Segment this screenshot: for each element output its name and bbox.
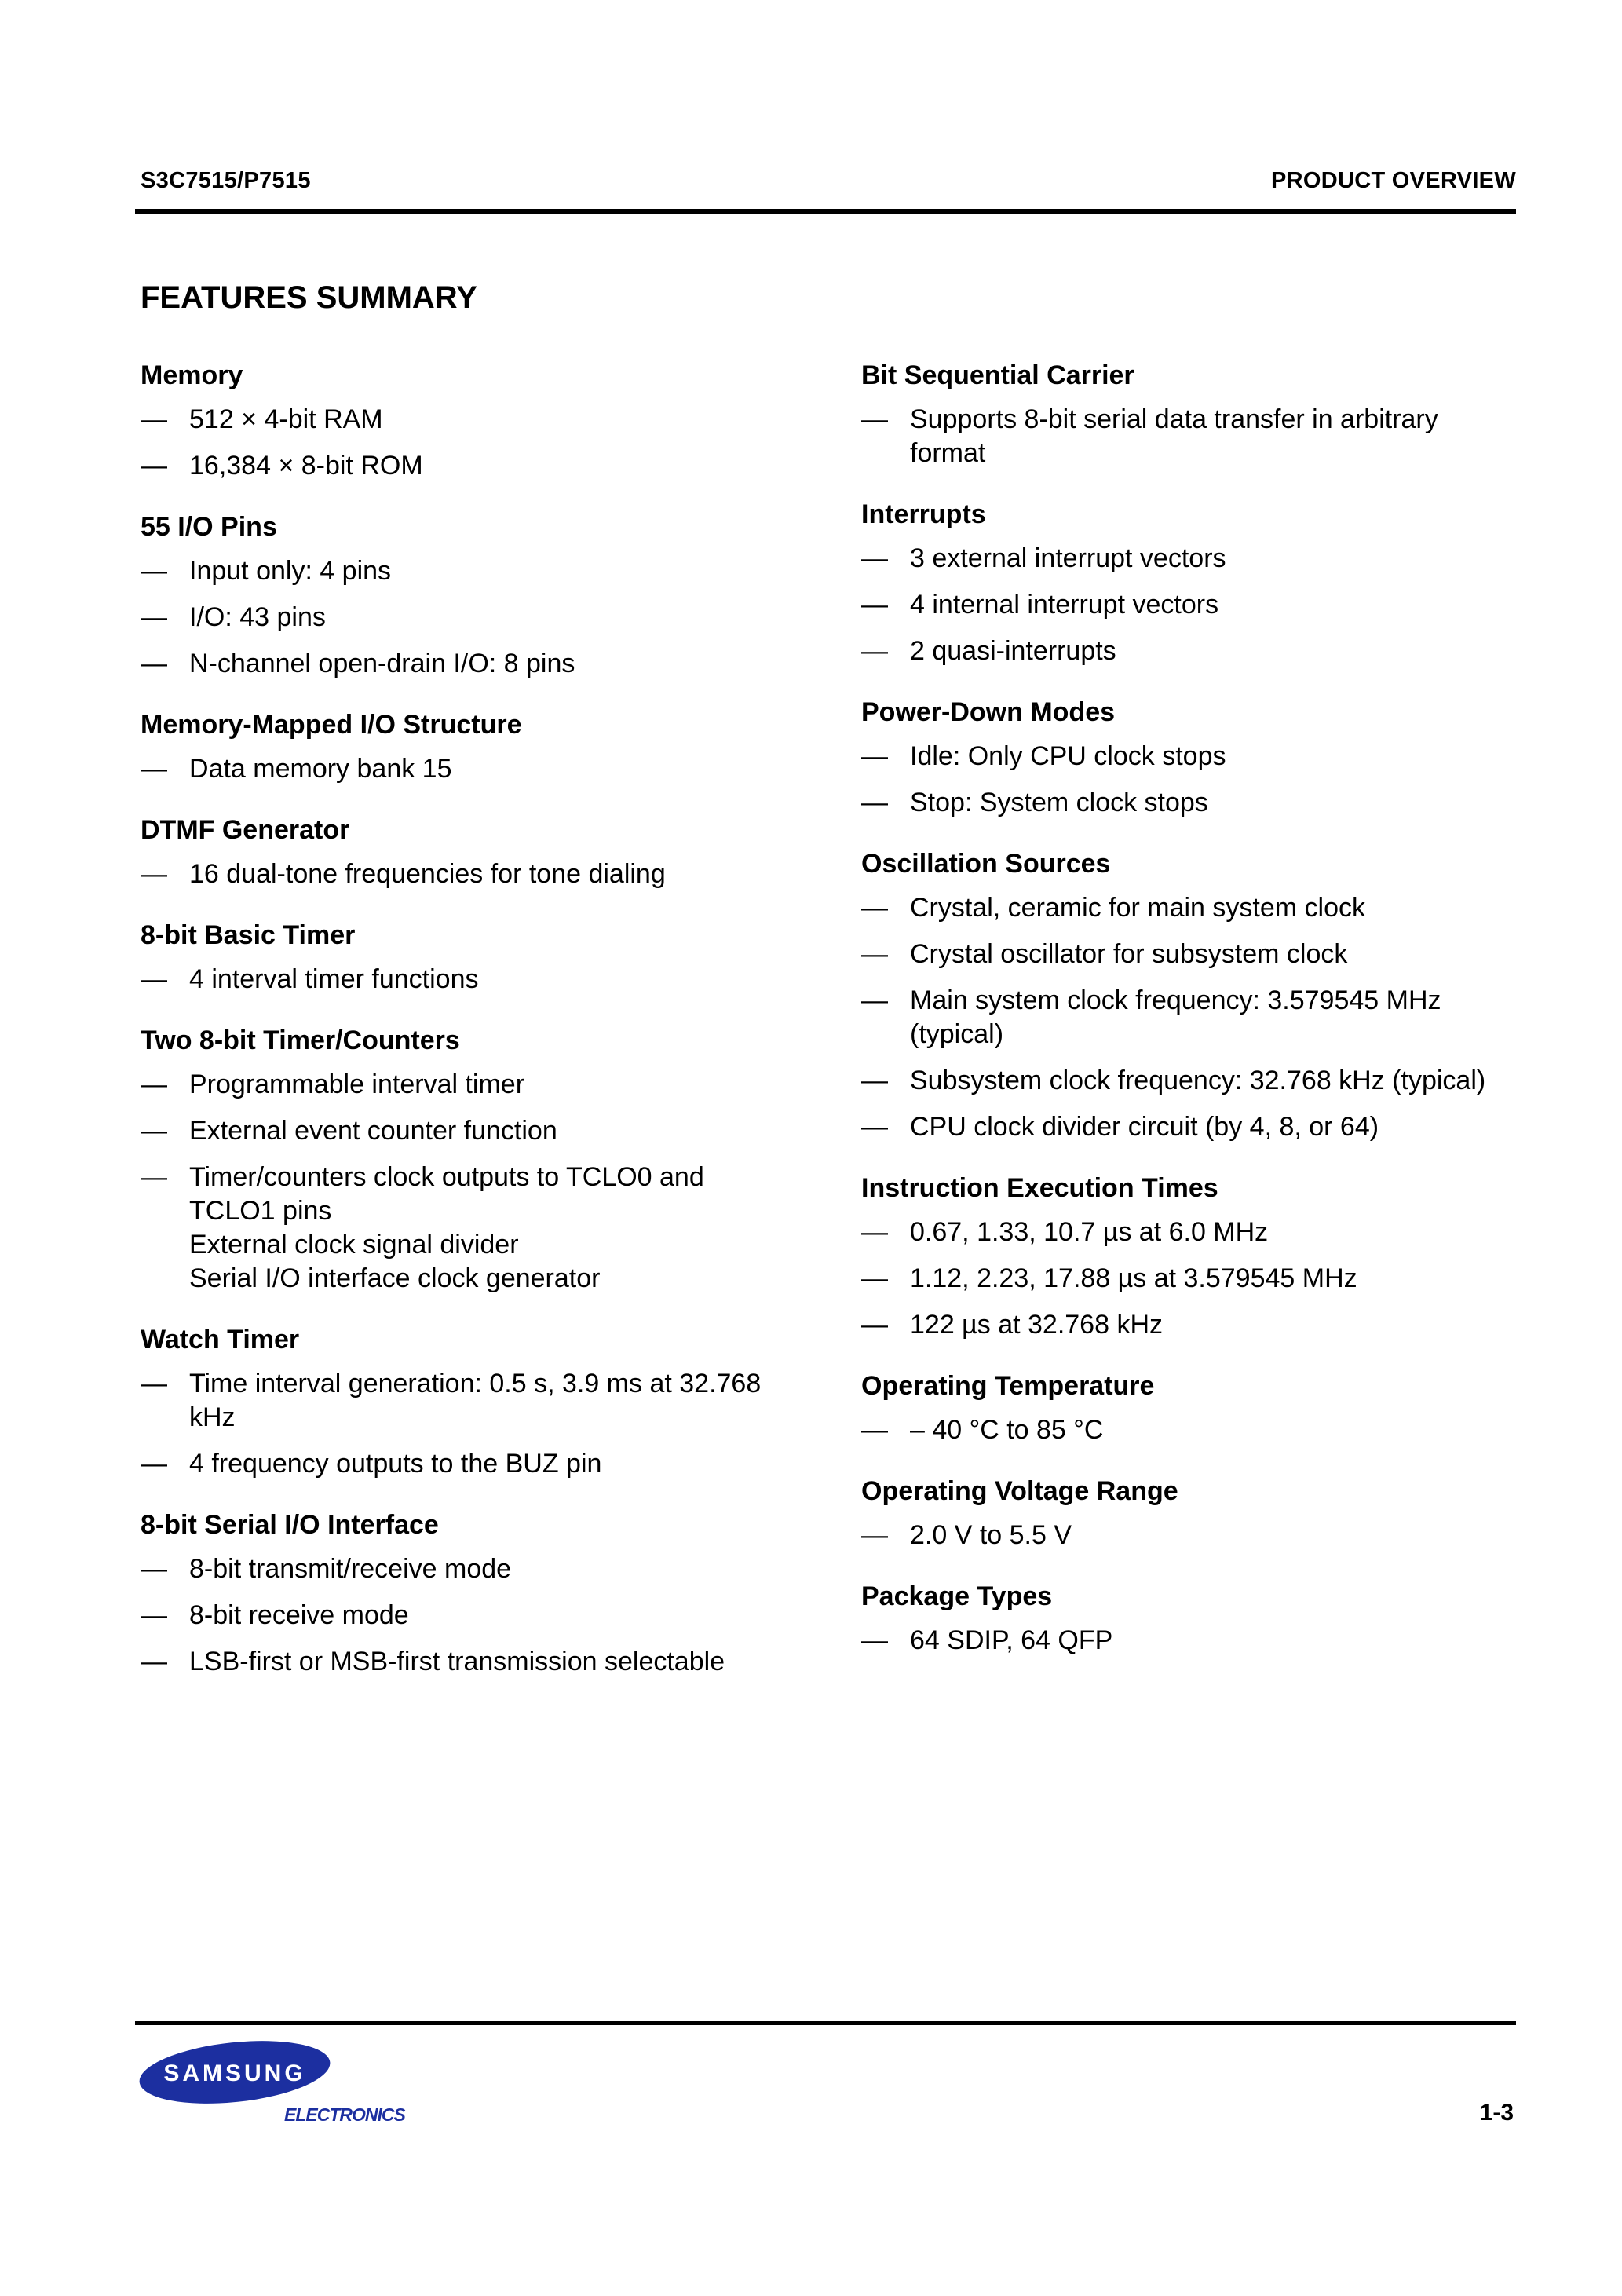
- feature-item-text: Crystal oscillator for subsystem clock: [910, 939, 1348, 969]
- dash-bullet: —: [861, 1263, 888, 1293]
- section-heading: Interrupts: [861, 499, 986, 529]
- dash-bullet: —: [861, 985, 888, 1015]
- dash-bullet: —: [861, 590, 888, 620]
- dash-bullet: —: [141, 1554, 167, 1584]
- left-column: [141, 358, 816, 1706]
- dash-bullet: —: [141, 1069, 167, 1099]
- section-heading: Power-Down Modes: [861, 697, 1116, 727]
- right-column: [861, 358, 1536, 1684]
- feature-item-text: Stop: System clock stops: [910, 788, 1208, 817]
- feature-section: [141, 707, 816, 786]
- feature-item-text: Supports 8-bit serial data transfer in arbitrary format: [910, 404, 1438, 468]
- feature-item-text: 4 interval timer functions: [189, 964, 479, 994]
- feature-item: [861, 1308, 1536, 1342]
- feature-item-text: 16 dual-tone frequencies for tone dialing: [189, 859, 666, 889]
- feature-item-text: 16,384 × 8-bit ROM: [189, 451, 423, 481]
- section-heading: Package Types: [861, 1581, 1053, 1611]
- feature-item-text: Crystal, ceramic for main system clock: [910, 893, 1365, 923]
- section-heading: Operating Temperature: [861, 1371, 1155, 1401]
- dash-bullet: —: [141, 859, 167, 889]
- samsung-logo-text: SAMSUNG: [163, 2060, 306, 2086]
- dash-bullet: —: [861, 788, 888, 817]
- dash-bullet: —: [861, 636, 888, 666]
- feature-item-text: 0.67, 1.33, 10.7 µs at 6.0 MHz: [910, 1217, 1269, 1247]
- section-heading: 8-bit Basic Timer: [141, 920, 356, 950]
- feature-item: [141, 1447, 816, 1481]
- feature-item: [861, 1624, 1536, 1658]
- page-number: 1-3: [1479, 2100, 1514, 2126]
- feature-item-text: 512 × 4-bit RAM: [189, 404, 383, 434]
- feature-item: [141, 403, 816, 437]
- dash-bullet: —: [141, 1449, 167, 1479]
- feature-item: [141, 752, 816, 786]
- feature-item-text: – 40 °C to 85 °C: [910, 1415, 1104, 1445]
- feature-item-text: Data memory bank 15: [189, 754, 452, 784]
- dash-bullet: —: [141, 1369, 167, 1398]
- dash-bullet: —: [141, 754, 167, 784]
- feature-section: [861, 358, 1536, 470]
- feature-item-text: Time interval generation: 0.5 s, 3.9 ms at 32.768 kHz: [189, 1369, 762, 1432]
- feature-item-text: 1.12, 2.23, 17.88 µs at 3.579545 MHz: [910, 1263, 1357, 1293]
- dash-bullet: —: [861, 543, 888, 573]
- feature-item-text: Idle: Only CPU clock stops: [910, 741, 1226, 771]
- feature-item: [861, 891, 1536, 925]
- dash-bullet: —: [861, 1066, 888, 1095]
- dash-bullet: —: [141, 404, 167, 434]
- feature-section: [141, 510, 816, 681]
- feature-item-text: 2.0 V to 5.5 V: [910, 1520, 1072, 1550]
- feature-item: [141, 554, 816, 588]
- feature-item: [861, 1262, 1536, 1296]
- feature-section: [861, 695, 1536, 820]
- dash-bullet: —: [141, 1647, 167, 1676]
- dash-bullet: —: [861, 1310, 888, 1340]
- feature-item: [861, 1110, 1536, 1144]
- feature-item-text: Main system clock frequency: 3.579545 MHz (typical): [910, 985, 1441, 1049]
- section-heading: Instruction Execution Times: [861, 1173, 1218, 1203]
- feature-item: [141, 1645, 816, 1679]
- feature-item-text: 3 external interrupt vectors: [910, 543, 1226, 573]
- feature-item: [141, 1367, 816, 1435]
- feature-item: [141, 449, 816, 483]
- dash-bullet: —: [141, 602, 167, 632]
- feature-item: [861, 1216, 1536, 1249]
- feature-section: [861, 497, 1536, 668]
- feature-item-text: I/O: 43 pins: [189, 602, 326, 632]
- feature-item: [861, 634, 1536, 668]
- feature-item-text: 4 internal interrupt vectors: [910, 590, 1219, 620]
- header-section-title: PRODUCT OVERVIEW: [1270, 168, 1516, 193]
- section-heading: Memory: [141, 360, 243, 390]
- feature-item: [861, 403, 1536, 470]
- dash-bullet: —: [141, 556, 167, 586]
- section-heading: Oscillation Sources: [861, 849, 1111, 879]
- footer-rule: [135, 2021, 1516, 2025]
- feature-item: [861, 1519, 1536, 1552]
- feature-section: [141, 813, 816, 891]
- feature-item: [861, 588, 1536, 622]
- feature-section: [141, 358, 816, 483]
- feature-item-text: 8-bit transmit/receive mode: [189, 1554, 512, 1584]
- page-title: FEATURES SUMMARY: [141, 280, 477, 315]
- feature-section: [861, 1579, 1536, 1658]
- dash-bullet: —: [141, 649, 167, 678]
- feature-item: [861, 984, 1536, 1051]
- section-heading: Operating Voltage Range: [861, 1476, 1178, 1506]
- feature-item: [861, 542, 1536, 576]
- section-heading: DTMF Generator: [141, 815, 350, 845]
- samsung-logo: [137, 2037, 333, 2108]
- feature-item-text: 122 µs at 32.768 kHz: [910, 1310, 1164, 1340]
- dash-bullet: —: [141, 1162, 167, 1192]
- feature-item: [861, 1413, 1536, 1447]
- feature-item-text: Input only: 4 pins: [189, 556, 392, 586]
- feature-item: [141, 857, 816, 891]
- feature-section: [141, 1508, 816, 1679]
- section-heading: Memory-Mapped I/O Structure: [141, 710, 522, 740]
- dash-bullet: —: [861, 741, 888, 771]
- section-heading: 8-bit Serial I/O Interface: [141, 1510, 439, 1540]
- feature-item-text: 8-bit receive mode: [189, 1600, 409, 1630]
- dash-bullet: —: [141, 451, 167, 481]
- feature-item-text: 4 frequency outputs to the BUZ pin: [189, 1449, 602, 1479]
- feature-item-text: N-channel open-drain I/O: 8 pins: [189, 649, 575, 678]
- feature-section: [861, 846, 1536, 1144]
- dash-bullet: —: [141, 964, 167, 994]
- dash-bullet: —: [141, 1600, 167, 1630]
- feature-item: [861, 786, 1536, 820]
- section-heading: Two 8-bit Timer/Counters: [141, 1026, 460, 1055]
- dash-bullet: —: [861, 1112, 888, 1142]
- feature-item: [141, 1068, 816, 1102]
- header-doc-id: S3C7515/P7515: [141, 168, 311, 193]
- feature-item: [141, 1161, 816, 1296]
- feature-item: [141, 1114, 816, 1148]
- section-heading: Bit Sequential Carrier: [861, 360, 1134, 390]
- feature-item-text: 64 SDIP, 64 QFP: [910, 1625, 1113, 1655]
- section-heading: 55 I/O Pins: [141, 512, 277, 542]
- feature-item: [141, 647, 816, 681]
- feature-item-text: External event counter function: [189, 1116, 557, 1146]
- feature-item: [141, 963, 816, 996]
- dash-bullet: —: [861, 1217, 888, 1247]
- feature-item-text: Programmable interval timer: [189, 1069, 525, 1099]
- feature-item-text: CPU clock divider circuit (by 4, 8, or 64): [910, 1112, 1379, 1142]
- feature-item: [141, 1599, 816, 1632]
- logo-electronics: ELECTRONICS: [284, 2104, 405, 2125]
- dash-bullet: —: [861, 939, 888, 969]
- feature-item: [861, 938, 1536, 971]
- dash-bullet: —: [861, 404, 888, 434]
- dash-bullet: —: [861, 1625, 888, 1655]
- header-rule: [135, 209, 1516, 214]
- feature-section: [141, 1023, 816, 1296]
- feature-section: [861, 1474, 1536, 1552]
- dash-bullet: —: [861, 1415, 888, 1445]
- dash-bullet: —: [141, 1116, 167, 1146]
- feature-section: [141, 1322, 816, 1481]
- feature-item-text: Subsystem clock frequency: 32.768 kHz (typical): [910, 1066, 1486, 1095]
- feature-item: [141, 1552, 816, 1586]
- feature-section: [141, 918, 816, 996]
- feature-section: [861, 1369, 1536, 1447]
- dash-bullet: —: [861, 893, 888, 923]
- feature-item: [861, 740, 1536, 773]
- feature-item-text: 2 quasi-interrupts: [910, 636, 1116, 666]
- feature-item: [141, 601, 816, 634]
- section-heading: Watch Timer: [141, 1325, 300, 1355]
- feature-item-text: Timer/counters clock outputs to TCLO0 and TCLO1 pins External clock signal divider Serial I/O interface clock generator: [189, 1162, 704, 1293]
- dash-bullet: —: [861, 1520, 888, 1550]
- feature-item-text: LSB-first or MSB-first transmission selectable: [189, 1647, 725, 1676]
- feature-section: [861, 1171, 1536, 1342]
- feature-item: [861, 1064, 1536, 1098]
